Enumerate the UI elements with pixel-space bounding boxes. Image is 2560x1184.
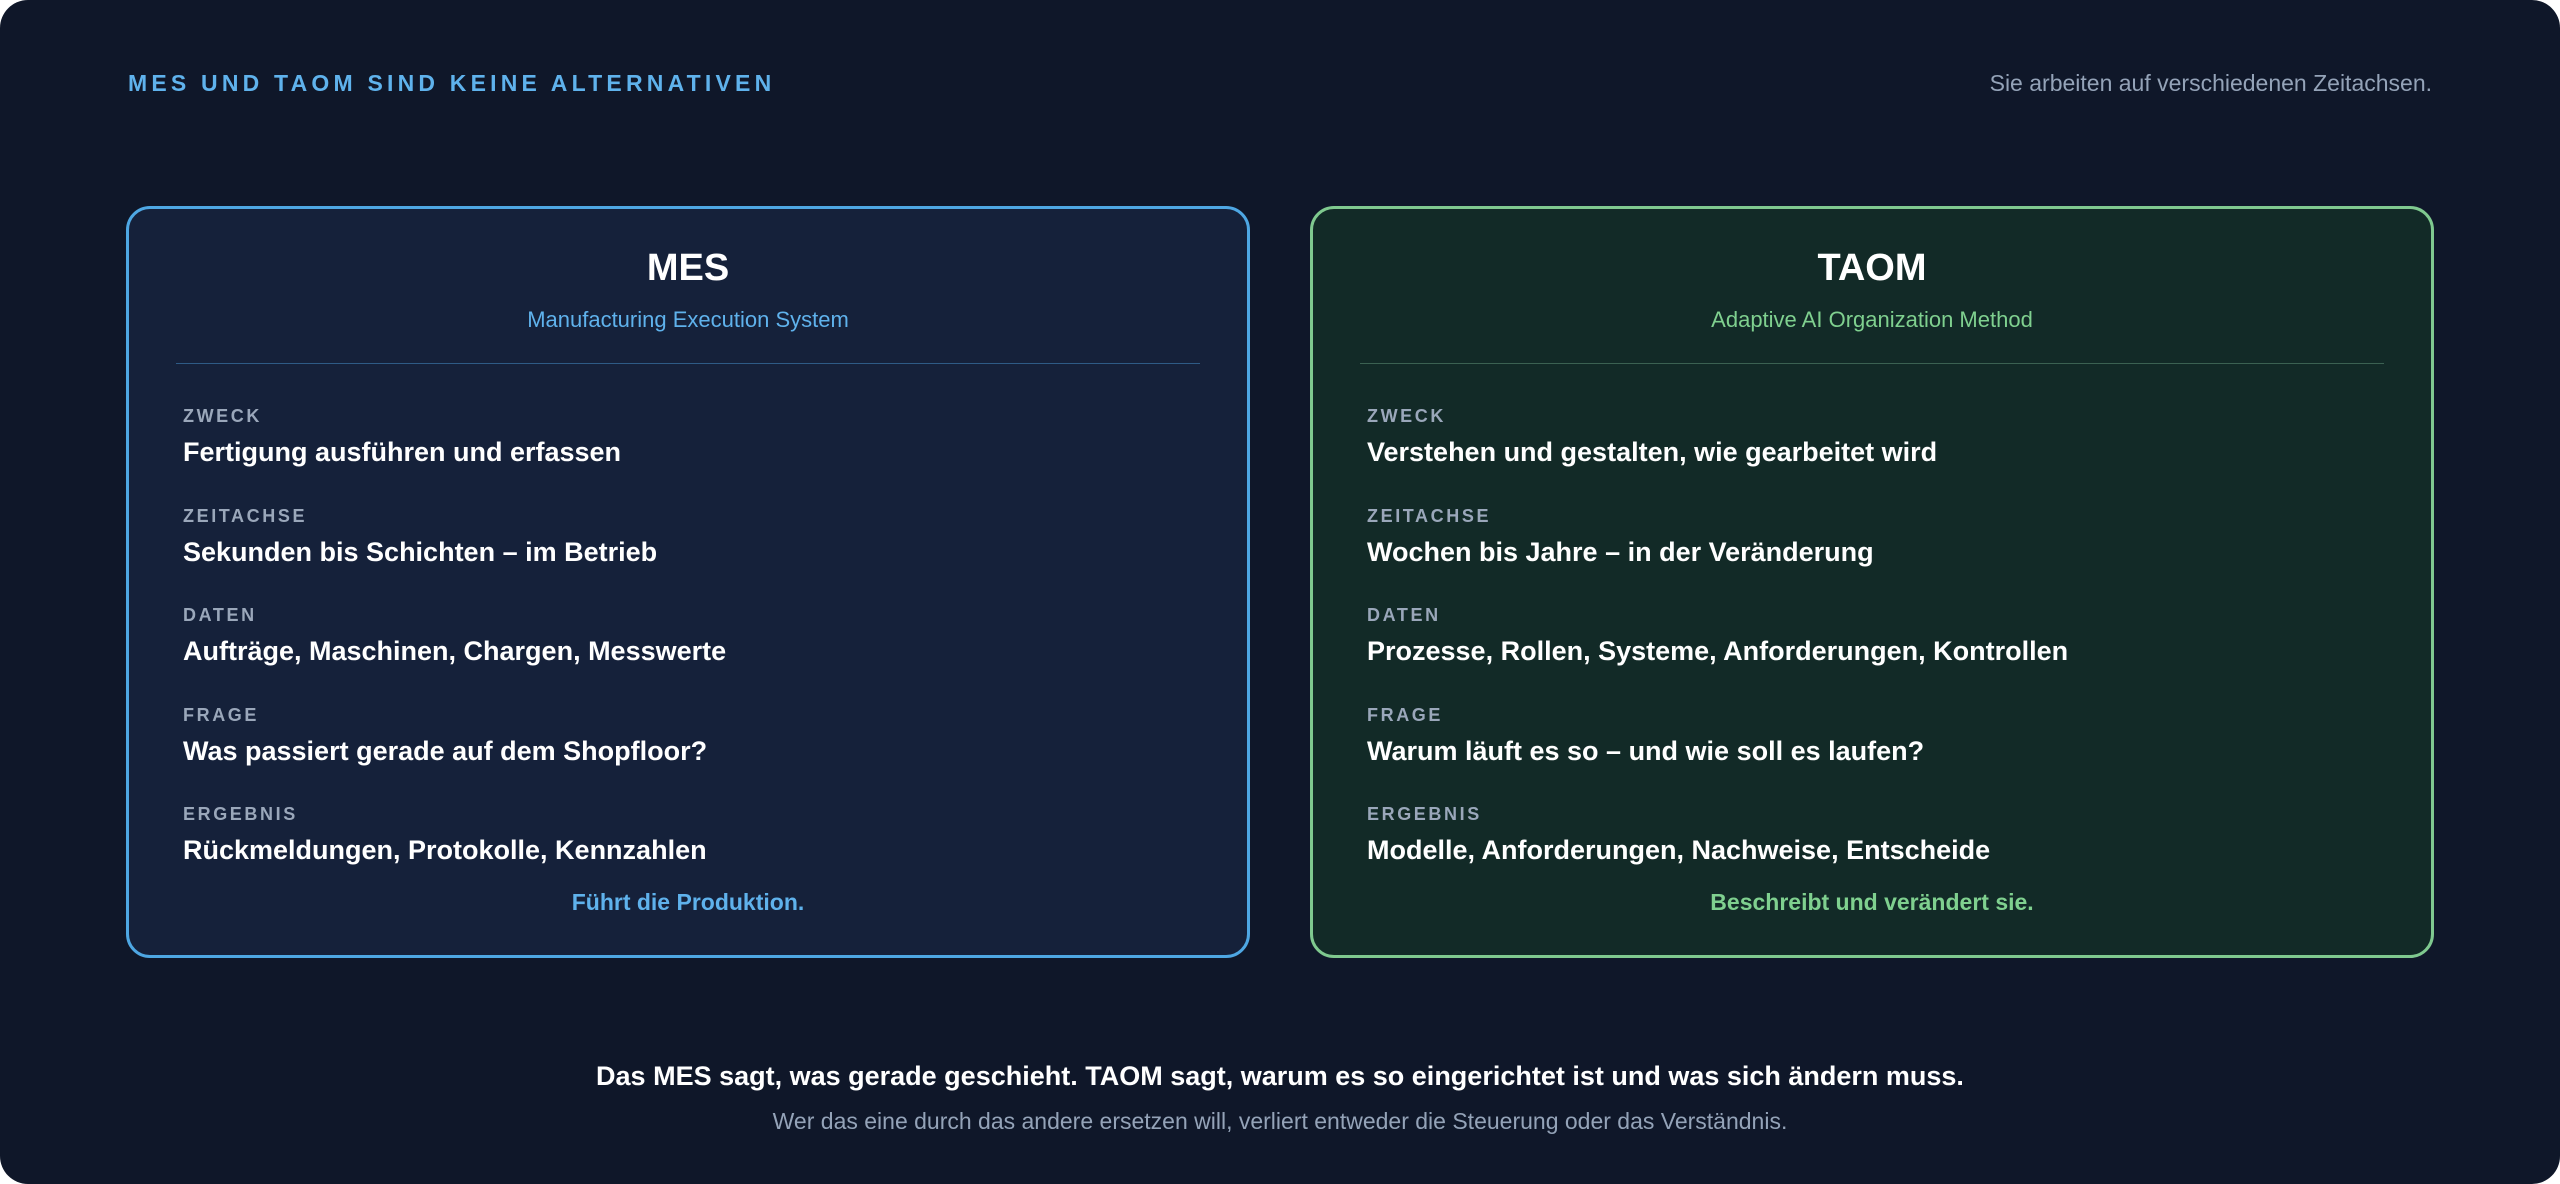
taom-rows <box>1367 405 2377 903</box>
row-value: Prozesse, Rollen, Systeme, Anforderungen, Kontrollen <box>1367 636 2069 666</box>
row-label: FRAGE <box>1367 704 1443 725</box>
taom-title: TAOM <box>1817 247 1927 289</box>
mes-panel <box>126 206 1250 958</box>
row-label: ERGEBNIS <box>1367 804 1482 824</box>
row-label: ZEITACHSE <box>1367 505 1492 526</box>
mes-divider <box>176 363 1200 364</box>
row-value: Was passiert gerade auf dem Shopfloor? <box>183 735 708 766</box>
mes-title: MES <box>646 247 730 289</box>
taom-divider <box>1360 363 2384 364</box>
summary-sub: Wer das eine durch das andere ersetzen will, verliert entweder die Steuerung oder das Verständnis. <box>772 1108 1788 1134</box>
mes-subtitle: Manufacturing Execution System <box>527 307 849 332</box>
mes-row-frage <box>183 704 1193 804</box>
taom-footer: Beschreibt und verändert sie. <box>1710 889 2034 915</box>
row-label: ZEITACHSE <box>183 505 308 526</box>
mes-row-zweck <box>183 405 1193 505</box>
mes-rows <box>183 405 1193 903</box>
row-label: ZWECK <box>183 406 262 426</box>
mes-row-ergebnis <box>183 803 1193 903</box>
taom-row-daten <box>1367 604 2377 704</box>
row-value: Rückmeldungen, Protokolle, Kennzahlen <box>183 835 707 865</box>
taom-row-frage <box>1367 704 2377 804</box>
taom-row-ergebnis <box>1367 803 2377 903</box>
taom-row-zweck <box>1367 405 2377 505</box>
row-value: Verstehen und gestalten, wie gearbeitet wird <box>1367 437 1938 467</box>
row-value: Aufträge, Maschinen, Chargen, Messwerte <box>183 636 727 666</box>
row-value: Warum läuft es so – und wie soll es laufen? <box>1367 735 1925 766</box>
row-label: ZWECK <box>1367 406 1446 426</box>
slide-kicker: MES UND TAOM SIND KEINE ALTERNATIVEN <box>128 70 776 96</box>
taom-panel <box>1310 206 2434 958</box>
row-value: Wochen bis Jahre – in der Veränderung <box>1367 536 1874 567</box>
row-label: FRAGE <box>183 704 259 725</box>
mes-row-zeitachse <box>183 505 1193 605</box>
summary-main: Das MES sagt, was gerade geschieht. TAOM sagt, warum es so eingerichtet ist und was sich ändern muss. <box>596 1061 1964 1091</box>
mes-row-daten <box>183 604 1193 704</box>
taom-row-zeitachse <box>1367 505 2377 605</box>
row-value: Modelle, Anforderungen, Nachweise, Entscheide <box>1367 835 1991 865</box>
row-label: DATEN <box>183 605 257 625</box>
mes-footer: Führt die Produktion. <box>571 889 805 915</box>
slide-top-note: Sie arbeiten auf verschiedenen Zeitachsen. <box>1989 70 2432 96</box>
row-value: Fertigung ausführen und erfassen <box>183 437 622 467</box>
taom-subtitle: Adaptive AI Organization Method <box>1711 307 2033 332</box>
row-label: DATEN <box>1367 605 1441 625</box>
row-label: ERGEBNIS <box>183 804 298 824</box>
row-value: Sekunden bis Schichten – im Betrieb <box>183 536 658 567</box>
